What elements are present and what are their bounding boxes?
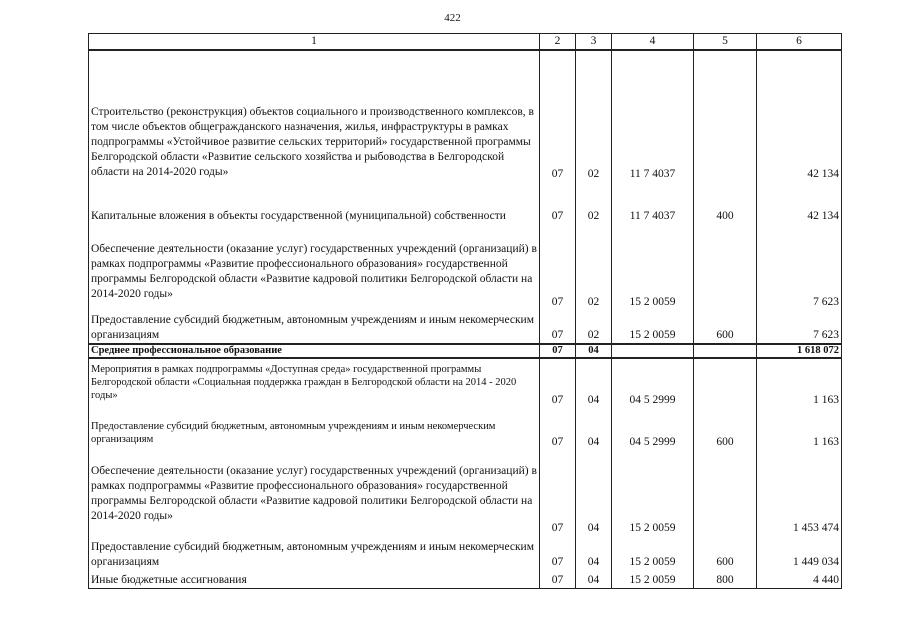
row-amount: 42 134 xyxy=(757,50,842,182)
header-col-4: 4 xyxy=(612,34,694,51)
header-col-3: 3 xyxy=(576,34,612,51)
row-name: Строительство (реконструкция) объектов социального и производственного комплексов, в том числе объектов общегражданского назначения, жилья, инфраструктуры в рамках подпрограммы «Устойчивое развитие сельских территорий» государственной программы Белгородской области «Развитие сельского хозяйства и рыбоводства в Белгородской области на 2014-2020 годы» xyxy=(89,50,540,182)
row-subsection: 02 xyxy=(576,310,612,344)
row-name: Капитальные вложения в объекты государственной (муниципальной) собственности xyxy=(89,182,540,224)
row-section: 07 xyxy=(540,408,576,450)
row-amount: 1 163 xyxy=(757,408,842,450)
table-row xyxy=(89,408,842,450)
row-target-article: 11 7 4037 xyxy=(612,182,694,224)
row-target-article: 15 2 0059 xyxy=(612,310,694,344)
table-row xyxy=(89,310,842,344)
row-subsection: 02 xyxy=(576,182,612,224)
section-expense-type xyxy=(694,344,757,358)
section-section: 07 xyxy=(540,344,576,358)
row-section: 07 xyxy=(540,310,576,344)
row-section: 07 xyxy=(540,50,576,182)
row-amount: 7 623 xyxy=(757,310,842,344)
row-section: 07 xyxy=(540,358,576,408)
row-amount: 7 623 xyxy=(757,224,842,310)
row-subsection: 04 xyxy=(576,408,612,450)
row-subsection: 04 xyxy=(576,358,612,408)
section-name: Среднее профессиональное образование xyxy=(89,344,540,358)
row-expense-type: 600 xyxy=(694,536,757,570)
table-row xyxy=(89,570,842,588)
row-target-article: 04 5 2999 xyxy=(612,358,694,408)
table-header-row xyxy=(89,34,842,51)
header-col-1: 1 xyxy=(89,34,540,51)
row-target-article: 15 2 0059 xyxy=(612,570,694,588)
row-expense-type xyxy=(694,450,757,536)
header-col-5: 5 xyxy=(694,34,757,51)
header-col-6: 6 xyxy=(757,34,842,51)
row-name: Иные бюджетные ассигнования xyxy=(89,570,540,588)
header-col-2: 2 xyxy=(540,34,576,51)
row-section: 07 xyxy=(540,570,576,588)
row-expense-type: 800 xyxy=(694,570,757,588)
row-amount: 1 449 034 xyxy=(757,536,842,570)
section-row xyxy=(89,344,842,358)
row-amount: 4 440 xyxy=(757,570,842,588)
row-amount: 42 134 xyxy=(757,182,842,224)
row-amount: 1 453 474 xyxy=(757,450,842,536)
row-expense-type xyxy=(694,358,757,408)
row-name: Мероприятия в рамках подпрограммы «Доступная среда» государственной программы Белгородской области «Социальная поддержка граждан в Белгородской области на 2014 - 2020 годы» xyxy=(89,358,540,408)
row-section: 07 xyxy=(540,224,576,310)
row-expense-type: 400 xyxy=(694,182,757,224)
row-name: Предоставление субсидий бюджетным, автономным учреждениям и иным некомерческим организациям xyxy=(89,408,540,450)
row-expense-type: 600 xyxy=(694,408,757,450)
row-expense-type: 600 xyxy=(694,310,757,344)
row-section: 07 xyxy=(540,536,576,570)
row-section: 07 xyxy=(540,182,576,224)
section-target-article xyxy=(612,344,694,358)
row-target-article: 15 2 0059 xyxy=(612,536,694,570)
row-amount: 1 163 xyxy=(757,358,842,408)
table-row xyxy=(89,450,842,536)
row-target-article: 15 2 0059 xyxy=(612,224,694,310)
section-subsection: 04 xyxy=(576,344,612,358)
budget-table xyxy=(88,33,842,589)
row-name: Обеспечение деятельности (оказание услуг) государственных учреждений (организаций) в рамках подпрограммы «Развитие профессионального образования» государственной программы Белгородской области «Развитие кадровой политики Белгородской области на 2014-2020 годы» xyxy=(89,450,540,536)
table-row xyxy=(89,358,842,408)
row-name: Обеспечение деятельности (оказание услуг) государственных учреждений (организаций) в рамках подпрограммы «Развитие профессионального образования» государственной программы Белгородской области «Развитие кадровой политики Белгородской области на 2014-2020 годы» xyxy=(89,224,540,310)
row-subsection: 04 xyxy=(576,450,612,536)
row-expense-type xyxy=(694,50,757,182)
table-row xyxy=(89,536,842,570)
row-subsection: 02 xyxy=(576,224,612,310)
row-target-article: 11 7 4037 xyxy=(612,50,694,182)
row-subsection: 02 xyxy=(576,50,612,182)
row-subsection: 04 xyxy=(576,536,612,570)
row-target-article: 15 2 0059 xyxy=(612,450,694,536)
row-subsection: 04 xyxy=(576,570,612,588)
table-row xyxy=(89,224,842,310)
row-section: 07 xyxy=(540,450,576,536)
table-row xyxy=(89,182,842,224)
section-amount: 1 618 072 xyxy=(757,344,842,358)
row-name: Предоставление субсидий бюджетным, автономным учреждениям и иным некомерческим организациям xyxy=(89,310,540,344)
page-number: 422 xyxy=(444,12,461,24)
row-target-article: 04 5 2999 xyxy=(612,408,694,450)
table-row xyxy=(89,50,842,182)
row-expense-type xyxy=(694,224,757,310)
row-name: Предоставление субсидий бюджетным, автономным учреждениям и иным некомерческим организациям xyxy=(89,536,540,570)
